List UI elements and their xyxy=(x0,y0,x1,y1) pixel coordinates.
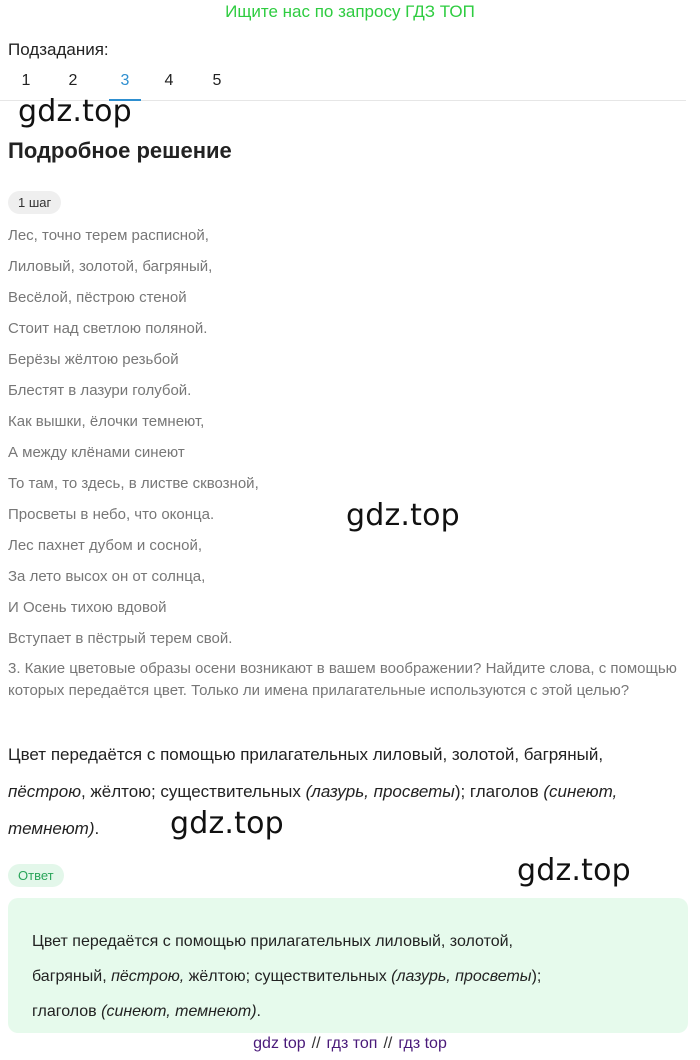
solution-line-3: темнеют). xyxy=(8,819,100,838)
footer-link-gdz-top[interactable]: gdz top xyxy=(253,1035,306,1052)
poem-line: И Осень тихою вдовой xyxy=(8,599,167,616)
step-badge: 1 шаг xyxy=(8,191,61,214)
poem-line: Берёзы жёлтою резьбой xyxy=(8,351,179,368)
solution-line-2: пёстрою, жёлтою; существительных (лазурь, просветы); глаголов (синеют, xyxy=(8,782,618,801)
footer xyxy=(0,1035,700,1053)
watermark: gdz.top xyxy=(170,806,284,841)
solution-text xyxy=(8,736,688,847)
poem-line: То там, то здесь, в листве сквозной, xyxy=(8,475,259,492)
watermark: gdz.top xyxy=(18,94,132,129)
poem-line: Вступает в пёстрый терем свой. xyxy=(8,630,233,647)
poem-line: Лиловый, золотой, багряный, xyxy=(8,258,213,275)
answer-line-2: багряный, пёстрою, жёлтою; существительных (лазурь, просветы); xyxy=(32,968,542,985)
answer-badge: Ответ xyxy=(8,864,64,887)
poem-line: А между клёнами синеют xyxy=(8,444,185,461)
poem-line: Лес пахнет дубом и сосной, xyxy=(8,537,203,554)
answer-line-3: глаголов (синеют, темнеют). xyxy=(32,1003,261,1020)
poem-line: Стоит над светлою поляной. xyxy=(8,320,208,337)
watermark: gdz.top xyxy=(346,498,460,533)
poem-line: За лето высох он от солнца, xyxy=(8,568,206,585)
answer-box xyxy=(8,898,688,1033)
tab-5[interactable]: 5 xyxy=(212,72,222,89)
poem-line: Как вышки, ёлочки темнеют, xyxy=(8,413,205,430)
tab-2[interactable]: 2 xyxy=(68,72,78,89)
footer-link-gdz-top-ru[interactable]: гдз топ xyxy=(326,1035,378,1052)
top-banner: Ищите нас по запросу ГДЗ ТОП xyxy=(225,2,475,21)
question-text: 3. Какие цветовые образы осени возникают в вашем воображении? Найдите слова, с помощью которых передаётся цвет. Только ли имена прилагательные используются с этой целью? xyxy=(8,660,677,699)
poem-line: Лес, точно терем расписной, xyxy=(8,227,209,244)
poem xyxy=(8,222,688,656)
poem-line: Весёлой, пёстрою стеной xyxy=(8,289,187,306)
footer-link-gdz-top-mixed[interactable]: гдз top xyxy=(398,1035,447,1052)
tab-4[interactable]: 4 xyxy=(164,72,174,89)
poem-line: Просветы в небо, что оконца. xyxy=(8,506,215,523)
answer-line-1: Цвет передаётся с помощью прилагательных лиловый, золотой, xyxy=(32,933,513,950)
section-title: Подробное решение xyxy=(8,138,232,163)
footer-separator: // xyxy=(311,1035,321,1052)
poem-line: Блестят в лазури голубой. xyxy=(8,382,192,399)
watermark: gdz.top xyxy=(517,853,631,888)
tab-1[interactable]: 1 xyxy=(21,72,31,89)
subtasks-label: Подзадания: xyxy=(8,40,109,59)
solution-line-1: Цвет передаётся с помощью прилагательных лиловый, золотой, багряный, xyxy=(8,745,604,764)
tab-3[interactable]: 3 xyxy=(109,72,141,101)
footer-separator: // xyxy=(383,1035,393,1052)
